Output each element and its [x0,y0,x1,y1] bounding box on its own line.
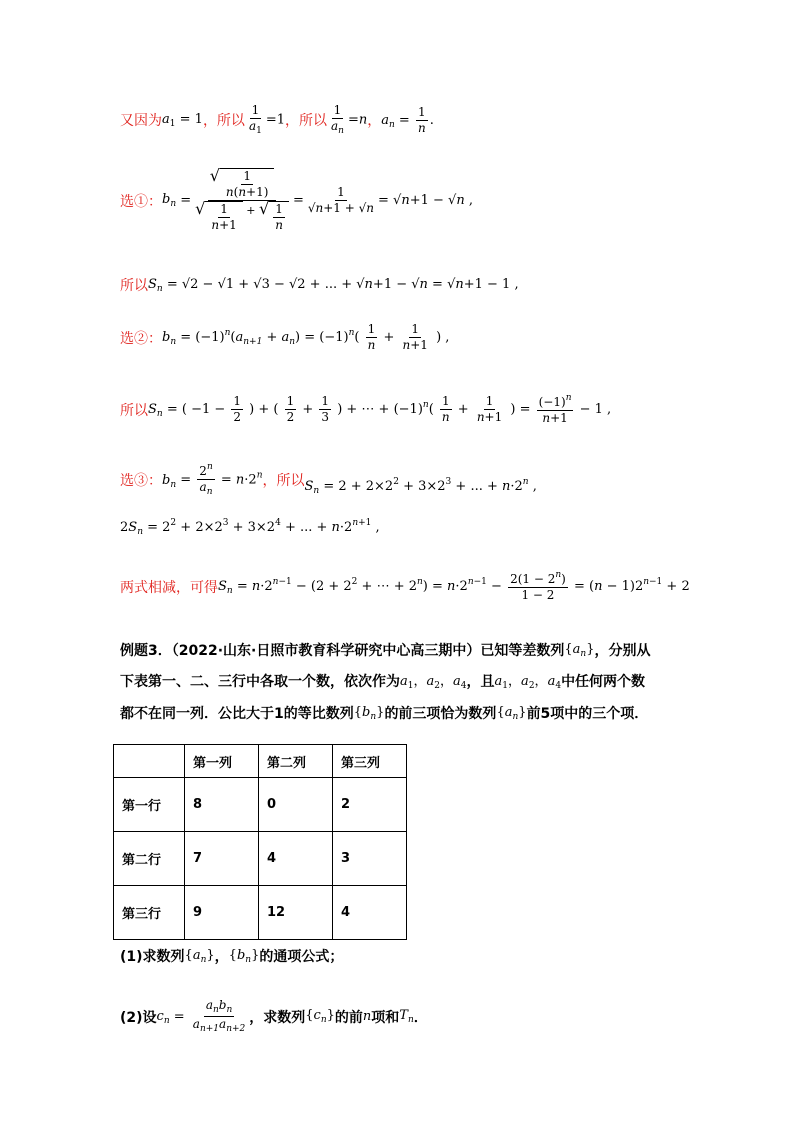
table-cell: 7 [185,832,259,886]
table-cell: 0 [259,778,333,832]
example-line-2: 下表第一、二、三行中各取一个数，依次作为 $a_1$，$a_2$，$a_4$ ，且 $a_1$，$a_2$，$a_4$ 中任何两个数 [120,673,646,691]
line-5: 所以 $S_n$ = ( −1 − $\frac{1}{2}$ ) + ( $\frac{1}{2}$ + $\frac{1}{3}$ ) + ⋯ + $(-1)^n$( $\frac{1}{n}$ + $\frac{1}{n+1}$ ) = $\frac{(-1)^n}{n+1}$ − 1 , [120,393,612,425]
table-cell: 第三列 [333,745,407,778]
line-6: 选③： $b_n$ = $\frac{2^n}{a_n}$ = $n\cdot 2^n$ ，所以 $S_n = 2 + 2\times 2^2 + 3\times 2^3$ + ... + $n\cdot 2^n$ , [120,462,537,497]
table-cell: 第三行 [114,886,185,940]
table-cell: 9 [185,886,259,940]
line-8: 两式相减，可得 $S_n = n\cdot 2^{n-1} - (2 + 2^2$ + ⋯ + $2^n) = n\cdot 2^{n-1}$ − $\frac{2(1 - 2^n)}{1 - 2}$ = $(n - 1)2^{n-1} + 2$ [120,570,690,602]
table-row [114,778,407,832]
question-1: (1)求数列 $\{a_n\}$ ， $\{b_n\}$ 的通项公式； [120,947,344,965]
question-2: (2)设 $c_n$ = $\frac{a_nb_n}{a_{n+1}a_{n+2}}$ ，求数列 $\{c_n\}$ 的前 n 项和 $T_n$ ． [120,998,428,1035]
data-table [113,744,407,940]
line-4: 选②： $b_n = (-1)^n(a_{n+1} + a_n) = (-1)^n$( $\frac{1}{n}$ + $\frac{1}{n+1}$ ) , [120,322,450,352]
example-line-3: 都不在同一列．公比大于1的等比数列 $\{b_n\}$ 的前三项恰为数列 $\{a_n\}$ 前5项中的三个项． [120,704,649,722]
table-header-row [114,745,407,778]
table-cell: 第一行 [114,778,185,832]
line-3: 所以 $S_n = √2 - √1 + √3 - √2$ + ... + √n+1 − √n = √n+1 − 1 , [120,276,519,294]
table-row [114,832,407,886]
table-row [114,886,407,940]
table-cell: 第二列 [259,745,333,778]
example-line-1: 例题3．（2022·山东·日照市教育科学研究中心高三期中）已知等差数列 $\{a_n\}$ ，分别从 [120,641,651,659]
table-cell: 4 [259,832,333,886]
table-cell: 12 [259,886,333,940]
line-7: $2S_n = 2^2 + 2\times 2^3 + 3\times 2^4$ + ... + $n\cdot 2^{n+1}$ , [120,518,380,537]
line-1: 又因为 $a_1 = 1$ ，所以 $\frac{1}{a_1}$ =1 ，所以 $\frac{1}{a_n}$ =n ， $a_n$ = $\frac{1}{n}$ . [120,103,434,136]
table-cell: 4 [333,886,407,940]
table-cell: 8 [185,778,259,832]
table-cell: 第一列 [185,745,259,778]
table-cell [114,745,185,778]
table-cell: 3 [333,832,407,886]
line-2: 选①： $b_n$ = √ $\frac{1}{n(n+1)}$ √ $\frac{1}{n+1}$ + √ $\frac{1}{n}$ = $\frac{1}{√n+1 + √n}$ = √ n +1 − √ n , [120,166,473,232]
table-cell: 第二行 [114,832,185,886]
table-cell: 2 [333,778,407,832]
